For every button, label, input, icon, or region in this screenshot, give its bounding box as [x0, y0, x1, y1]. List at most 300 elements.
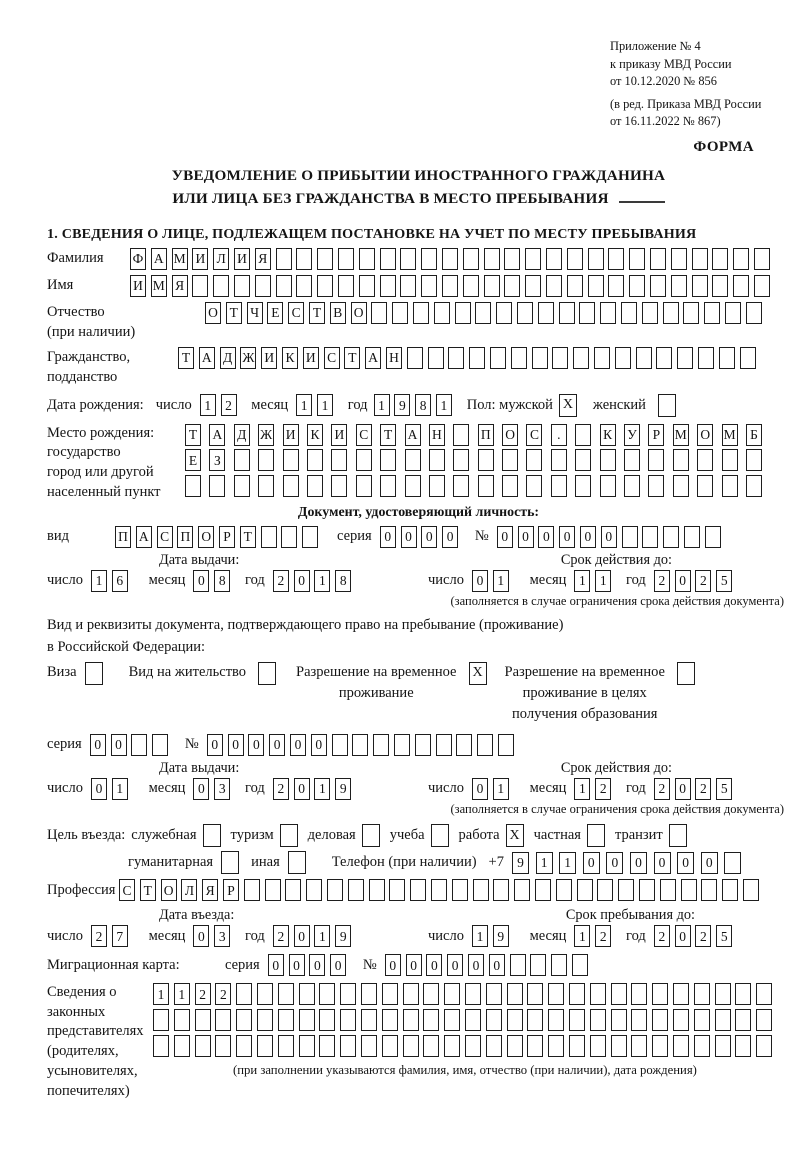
cell[interactable]: З — [209, 449, 225, 471]
cell[interactable]: С — [119, 879, 135, 901]
identity-valid-year-cells[interactable] — [654, 570, 737, 592]
cell[interactable]: 2 — [273, 925, 289, 947]
cell[interactable] — [677, 347, 693, 369]
cell[interactable] — [611, 1035, 627, 1057]
cell[interactable] — [652, 1035, 668, 1057]
cell[interactable] — [756, 1009, 772, 1031]
cell[interactable] — [453, 424, 469, 446]
cell[interactable] — [478, 475, 494, 497]
cell[interactable]: 0 — [472, 778, 488, 800]
cell[interactable] — [629, 248, 645, 270]
purpose-business-checkbox[interactable] — [362, 824, 380, 847]
cell[interactable] — [174, 1035, 190, 1057]
cell[interactable] — [692, 248, 708, 270]
cell[interactable] — [615, 347, 631, 369]
cell[interactable] — [504, 248, 520, 270]
purpose-tourism-checkbox[interactable] — [280, 824, 298, 847]
cell[interactable] — [261, 526, 277, 548]
cell[interactable] — [743, 879, 759, 901]
cell[interactable] — [359, 275, 375, 297]
cell[interactable] — [621, 302, 637, 324]
cell[interactable] — [278, 983, 294, 1005]
doc-type-cells[interactable] — [115, 526, 323, 548]
phone-cells[interactable] — [512, 852, 748, 874]
cell[interactable] — [429, 475, 445, 497]
cell[interactable] — [496, 302, 512, 324]
cell[interactable] — [285, 879, 301, 901]
cell[interactable] — [484, 248, 500, 270]
cell[interactable]: В — [330, 302, 346, 324]
cell[interactable] — [276, 275, 292, 297]
cell[interactable]: 0 — [309, 954, 325, 976]
cell[interactable] — [195, 1009, 211, 1031]
cell[interactable]: 1 — [314, 778, 330, 800]
cell[interactable] — [588, 248, 604, 270]
cell[interactable] — [255, 275, 271, 297]
cell[interactable]: 8 — [335, 570, 351, 592]
cell[interactable] — [740, 347, 756, 369]
cell[interactable]: 5 — [716, 778, 732, 800]
cell[interactable] — [551, 954, 567, 976]
cell[interactable]: 0 — [701, 852, 718, 874]
cell[interactable]: 1 — [153, 983, 169, 1005]
cell[interactable] — [673, 983, 689, 1005]
cell[interactable] — [652, 983, 668, 1005]
cell[interactable]: 0 — [675, 778, 691, 800]
identity-valid-month-cells[interactable] — [574, 570, 616, 592]
cell[interactable]: С — [324, 347, 340, 369]
cell[interactable]: 0 — [228, 734, 244, 756]
cell[interactable] — [348, 879, 364, 901]
cell[interactable] — [338, 275, 354, 297]
cell[interactable] — [152, 734, 168, 756]
cell[interactable]: 0 — [472, 570, 488, 592]
cell[interactable] — [577, 879, 593, 901]
patronymic-cells[interactable] — [205, 302, 767, 324]
cell[interactable]: 0 — [311, 734, 327, 756]
residence-valid-year-cells[interactable] — [654, 778, 737, 800]
cell[interactable] — [319, 1035, 335, 1057]
cell[interactable] — [493, 879, 509, 901]
cell[interactable] — [663, 526, 679, 548]
cell[interactable]: 1 — [314, 925, 330, 947]
cell[interactable]: 1 — [314, 570, 330, 592]
cell[interactable]: Е — [185, 449, 201, 471]
cell[interactable] — [340, 983, 356, 1005]
representatives-line2-cells[interactable] — [153, 1009, 777, 1031]
cell[interactable] — [444, 1009, 460, 1031]
cell[interactable] — [338, 248, 354, 270]
cell[interactable] — [477, 734, 493, 756]
cell[interactable] — [444, 1035, 460, 1057]
cell[interactable] — [448, 347, 464, 369]
cell[interactable] — [283, 449, 299, 471]
cell[interactable]: Ч — [247, 302, 263, 324]
cell[interactable] — [697, 449, 713, 471]
cell[interactable] — [234, 275, 250, 297]
cell[interactable] — [698, 347, 714, 369]
cell[interactable] — [551, 475, 567, 497]
cell[interactable] — [701, 879, 717, 901]
cell[interactable] — [331, 449, 347, 471]
cell[interactable]: Р — [219, 526, 235, 548]
cell[interactable] — [597, 879, 613, 901]
cell[interactable] — [278, 1035, 294, 1057]
cell[interactable]: 0 — [294, 925, 310, 947]
cell[interactable]: И — [192, 248, 208, 270]
cell[interactable] — [452, 879, 468, 901]
cell[interactable] — [569, 1009, 585, 1031]
cell[interactable] — [756, 1035, 772, 1057]
residence-permit-checkbox[interactable] — [258, 662, 276, 685]
cell[interactable]: 2 — [91, 925, 107, 947]
cell[interactable]: А — [199, 347, 215, 369]
cell[interactable] — [442, 275, 458, 297]
cell[interactable] — [507, 983, 523, 1005]
cell[interactable]: Ж — [240, 347, 256, 369]
cell[interactable] — [722, 475, 738, 497]
cell[interactable] — [639, 879, 655, 901]
cell[interactable] — [258, 475, 274, 497]
cell[interactable] — [306, 879, 322, 901]
cell[interactable]: 1 — [493, 778, 509, 800]
cell[interactable]: Л — [181, 879, 197, 901]
cell[interactable] — [590, 1009, 606, 1031]
cell[interactable] — [478, 449, 494, 471]
cell[interactable] — [546, 248, 562, 270]
cell[interactable] — [552, 347, 568, 369]
name-cells[interactable] — [130, 275, 775, 297]
cell[interactable] — [332, 734, 348, 756]
cell[interactable] — [215, 1009, 231, 1031]
cell[interactable] — [352, 734, 368, 756]
cell[interactable] — [131, 734, 147, 756]
cell[interactable] — [257, 1035, 273, 1057]
cell[interactable]: Р — [648, 424, 664, 446]
cell[interactable] — [257, 983, 273, 1005]
cell[interactable] — [400, 248, 416, 270]
cell[interactable]: М — [151, 275, 167, 297]
cell[interactable] — [415, 734, 431, 756]
cell[interactable]: 0 — [675, 570, 691, 592]
stay-month-cells[interactable] — [574, 925, 616, 947]
cell[interactable]: 2 — [695, 925, 711, 947]
cell[interactable] — [746, 302, 762, 324]
cell[interactable]: М — [673, 424, 689, 446]
identity-valid-day-cells[interactable] — [472, 570, 514, 592]
cell[interactable] — [527, 1009, 543, 1031]
temp-residence-permit-checkbox[interactable]: X — [469, 662, 487, 685]
cell[interactable] — [573, 347, 589, 369]
cell[interactable]: 1 — [174, 983, 190, 1005]
birthplace-line1-cells[interactable] — [185, 424, 770, 446]
cell[interactable] — [486, 1009, 502, 1031]
cell[interactable] — [463, 248, 479, 270]
cell[interactable]: 1 — [536, 852, 553, 874]
identity-issue-day-cells[interactable] — [91, 570, 133, 592]
cell[interactable] — [511, 347, 527, 369]
cell[interactable]: 0 — [580, 526, 596, 548]
cell[interactable] — [327, 879, 343, 901]
cell[interactable]: 8 — [214, 570, 230, 592]
cell[interactable] — [546, 275, 562, 297]
cell[interactable]: 0 — [538, 526, 554, 548]
cell[interactable] — [307, 475, 323, 497]
birth-day-cells[interactable] — [200, 394, 242, 416]
cell[interactable] — [428, 347, 444, 369]
cell[interactable] — [392, 302, 408, 324]
residence-issue-day-cells[interactable] — [91, 778, 133, 800]
cell[interactable] — [735, 1035, 751, 1057]
cell[interactable]: С — [526, 424, 542, 446]
cell[interactable]: 1 — [436, 394, 452, 416]
doc-number-cells[interactable] — [497, 526, 726, 548]
cell[interactable] — [423, 1009, 439, 1031]
cell[interactable] — [382, 1009, 398, 1031]
cell[interactable] — [532, 347, 548, 369]
cell[interactable] — [722, 449, 738, 471]
cell[interactable] — [153, 1009, 169, 1031]
cell[interactable] — [265, 879, 281, 901]
cell[interactable] — [359, 248, 375, 270]
cell[interactable] — [331, 475, 347, 497]
cell[interactable] — [525, 275, 541, 297]
cell[interactable] — [380, 248, 396, 270]
cell[interactable] — [692, 275, 708, 297]
cell[interactable] — [735, 1009, 751, 1031]
cell[interactable]: К — [600, 424, 616, 446]
sex-female-checkbox[interactable] — [658, 394, 676, 417]
profession-cells[interactable] — [119, 879, 764, 901]
cell[interactable]: К — [282, 347, 298, 369]
cell[interactable] — [611, 983, 627, 1005]
cell[interactable]: А — [136, 526, 152, 548]
cell[interactable] — [517, 302, 533, 324]
cell[interactable]: 0 — [294, 570, 310, 592]
purpose-humanitarian-checkbox[interactable] — [221, 851, 239, 874]
cell[interactable]: О — [161, 879, 177, 901]
cell[interactable] — [382, 1035, 398, 1057]
cell[interactable]: 1 — [472, 925, 488, 947]
cell[interactable] — [319, 983, 335, 1005]
cell[interactable] — [195, 1035, 211, 1057]
cell[interactable] — [413, 302, 429, 324]
cell[interactable]: А — [151, 248, 167, 270]
cell[interactable] — [642, 526, 658, 548]
cell[interactable]: 0 — [559, 526, 575, 548]
cell[interactable] — [475, 302, 491, 324]
cell[interactable]: Т — [226, 302, 242, 324]
cell[interactable]: 1 — [574, 925, 590, 947]
cell[interactable]: 9 — [335, 778, 351, 800]
cell[interactable] — [244, 879, 260, 901]
cell[interactable] — [715, 983, 731, 1005]
cell[interactable] — [380, 449, 396, 471]
cell[interactable]: О — [697, 424, 713, 446]
cell[interactable] — [569, 983, 585, 1005]
cell[interactable] — [421, 275, 437, 297]
cell[interactable] — [694, 1009, 710, 1031]
cell[interactable]: 2 — [654, 925, 670, 947]
cell[interactable] — [656, 347, 672, 369]
stay-day-cells[interactable] — [472, 925, 514, 947]
cell[interactable] — [673, 1009, 689, 1031]
cell[interactable] — [694, 1035, 710, 1057]
cell[interactable]: 6 — [112, 570, 128, 592]
cell[interactable] — [356, 475, 372, 497]
birth-year-cells[interactable] — [374, 394, 457, 416]
cell[interactable] — [389, 879, 405, 901]
birthplace-line3-cells[interactable] — [185, 475, 770, 497]
cell[interactable] — [631, 1009, 647, 1031]
cell[interactable]: 2 — [273, 570, 289, 592]
cell[interactable]: 2 — [695, 570, 711, 592]
cell[interactable] — [463, 275, 479, 297]
cell[interactable]: Ж — [258, 424, 274, 446]
residence-series-cells[interactable] — [90, 734, 173, 756]
cell[interactable] — [588, 275, 604, 297]
cell[interactable]: . — [551, 424, 567, 446]
cell[interactable]: 2 — [215, 983, 231, 1005]
entry-day-cells[interactable] — [91, 925, 133, 947]
cell[interactable] — [434, 302, 450, 324]
cell[interactable]: О — [198, 526, 214, 548]
cell[interactable] — [684, 526, 700, 548]
cell[interactable] — [436, 734, 452, 756]
cell[interactable]: Т — [380, 424, 396, 446]
cell[interactable]: 1 — [374, 394, 390, 416]
cell[interactable] — [209, 475, 225, 497]
cell[interactable]: 0 — [207, 734, 223, 756]
cell[interactable] — [373, 734, 389, 756]
citizenship-cells[interactable] — [178, 347, 760, 369]
cell[interactable]: 0 — [193, 570, 209, 592]
cell[interactable] — [465, 1035, 481, 1057]
cell[interactable]: 5 — [716, 925, 732, 947]
identity-issue-year-cells[interactable] — [273, 570, 356, 592]
cell[interactable] — [283, 475, 299, 497]
entry-year-cells[interactable] — [273, 925, 356, 947]
cell[interactable]: 0 — [91, 778, 107, 800]
cell[interactable]: И — [283, 424, 299, 446]
cell[interactable] — [394, 734, 410, 756]
cell[interactable]: П — [177, 526, 193, 548]
cell[interactable] — [213, 275, 229, 297]
cell[interactable]: Р — [223, 879, 239, 901]
cell[interactable]: 2 — [595, 925, 611, 947]
cell[interactable] — [527, 1035, 543, 1057]
cell[interactable]: Т — [178, 347, 194, 369]
cell[interactable] — [405, 449, 421, 471]
cell[interactable] — [296, 275, 312, 297]
cell[interactable]: Ф — [130, 248, 146, 270]
cell[interactable]: О — [351, 302, 367, 324]
cell[interactable] — [429, 449, 445, 471]
cell[interactable]: Т — [240, 526, 256, 548]
cell[interactable]: Т — [185, 424, 201, 446]
cell[interactable] — [403, 1035, 419, 1057]
cell[interactable] — [660, 879, 676, 901]
cell[interactable] — [673, 475, 689, 497]
cell[interactable] — [631, 1035, 647, 1057]
cell[interactable]: Т — [309, 302, 325, 324]
cell[interactable]: 0 — [606, 852, 623, 874]
cell[interactable]: 2 — [595, 778, 611, 800]
birthplace-line2-cells[interactable] — [185, 449, 770, 471]
cell[interactable]: И — [261, 347, 277, 369]
cell[interactable]: Я — [255, 248, 271, 270]
cell[interactable]: 1 — [493, 570, 509, 592]
purpose-work-checkbox[interactable]: X — [506, 824, 524, 847]
cell[interactable] — [236, 1035, 252, 1057]
cell[interactable] — [317, 275, 333, 297]
cell[interactable] — [671, 275, 687, 297]
cell[interactable] — [369, 879, 385, 901]
cell[interactable] — [317, 248, 333, 270]
edu-residence-permit-checkbox[interactable] — [677, 662, 695, 685]
cell[interactable] — [735, 983, 751, 1005]
migration-card-number-cells[interactable] — [385, 954, 593, 976]
cell[interactable]: 0 — [447, 954, 463, 976]
cell[interactable]: Д — [220, 347, 236, 369]
cell[interactable] — [756, 983, 772, 1005]
cell[interactable] — [548, 983, 564, 1005]
cell[interactable]: У — [624, 424, 640, 446]
cell[interactable] — [746, 475, 762, 497]
visa-checkbox[interactable] — [85, 662, 103, 685]
cell[interactable] — [380, 275, 396, 297]
cell[interactable]: Н — [386, 347, 402, 369]
cell[interactable]: 0 — [630, 852, 647, 874]
surname-cells[interactable] — [130, 248, 775, 270]
cell[interactable] — [712, 275, 728, 297]
cell[interactable] — [652, 1009, 668, 1031]
cell[interactable] — [407, 347, 423, 369]
cell[interactable]: 3 — [214, 925, 230, 947]
cell[interactable] — [490, 347, 506, 369]
cell[interactable] — [400, 275, 416, 297]
cell[interactable] — [663, 302, 679, 324]
cell[interactable] — [575, 424, 591, 446]
cell[interactable] — [548, 1009, 564, 1031]
identity-issue-month-cells[interactable] — [193, 570, 235, 592]
cell[interactable] — [510, 954, 526, 976]
cell[interactable] — [538, 302, 554, 324]
cell[interactable] — [733, 275, 749, 297]
cell[interactable] — [525, 248, 541, 270]
cell[interactable] — [559, 302, 575, 324]
cell[interactable]: 1 — [559, 852, 576, 874]
cell[interactable] — [535, 879, 551, 901]
cell[interactable]: И — [331, 424, 347, 446]
cell[interactable]: 0 — [193, 778, 209, 800]
cell[interactable] — [302, 526, 318, 548]
stay-year-cells[interactable] — [654, 925, 737, 947]
cell[interactable]: 0 — [426, 954, 442, 976]
cell[interactable]: И — [130, 275, 146, 297]
cell[interactable]: И — [234, 248, 250, 270]
cell[interactable] — [624, 449, 640, 471]
migration-card-series-cells[interactable] — [268, 954, 351, 976]
cell[interactable]: Л — [213, 248, 229, 270]
cell[interactable] — [153, 1035, 169, 1057]
cell[interactable]: 0 — [677, 852, 694, 874]
cell[interactable]: Т — [140, 879, 156, 901]
cell[interactable]: 0 — [497, 526, 513, 548]
cell[interactable] — [754, 275, 770, 297]
cell[interactable]: С — [356, 424, 372, 446]
cell[interactable] — [600, 302, 616, 324]
